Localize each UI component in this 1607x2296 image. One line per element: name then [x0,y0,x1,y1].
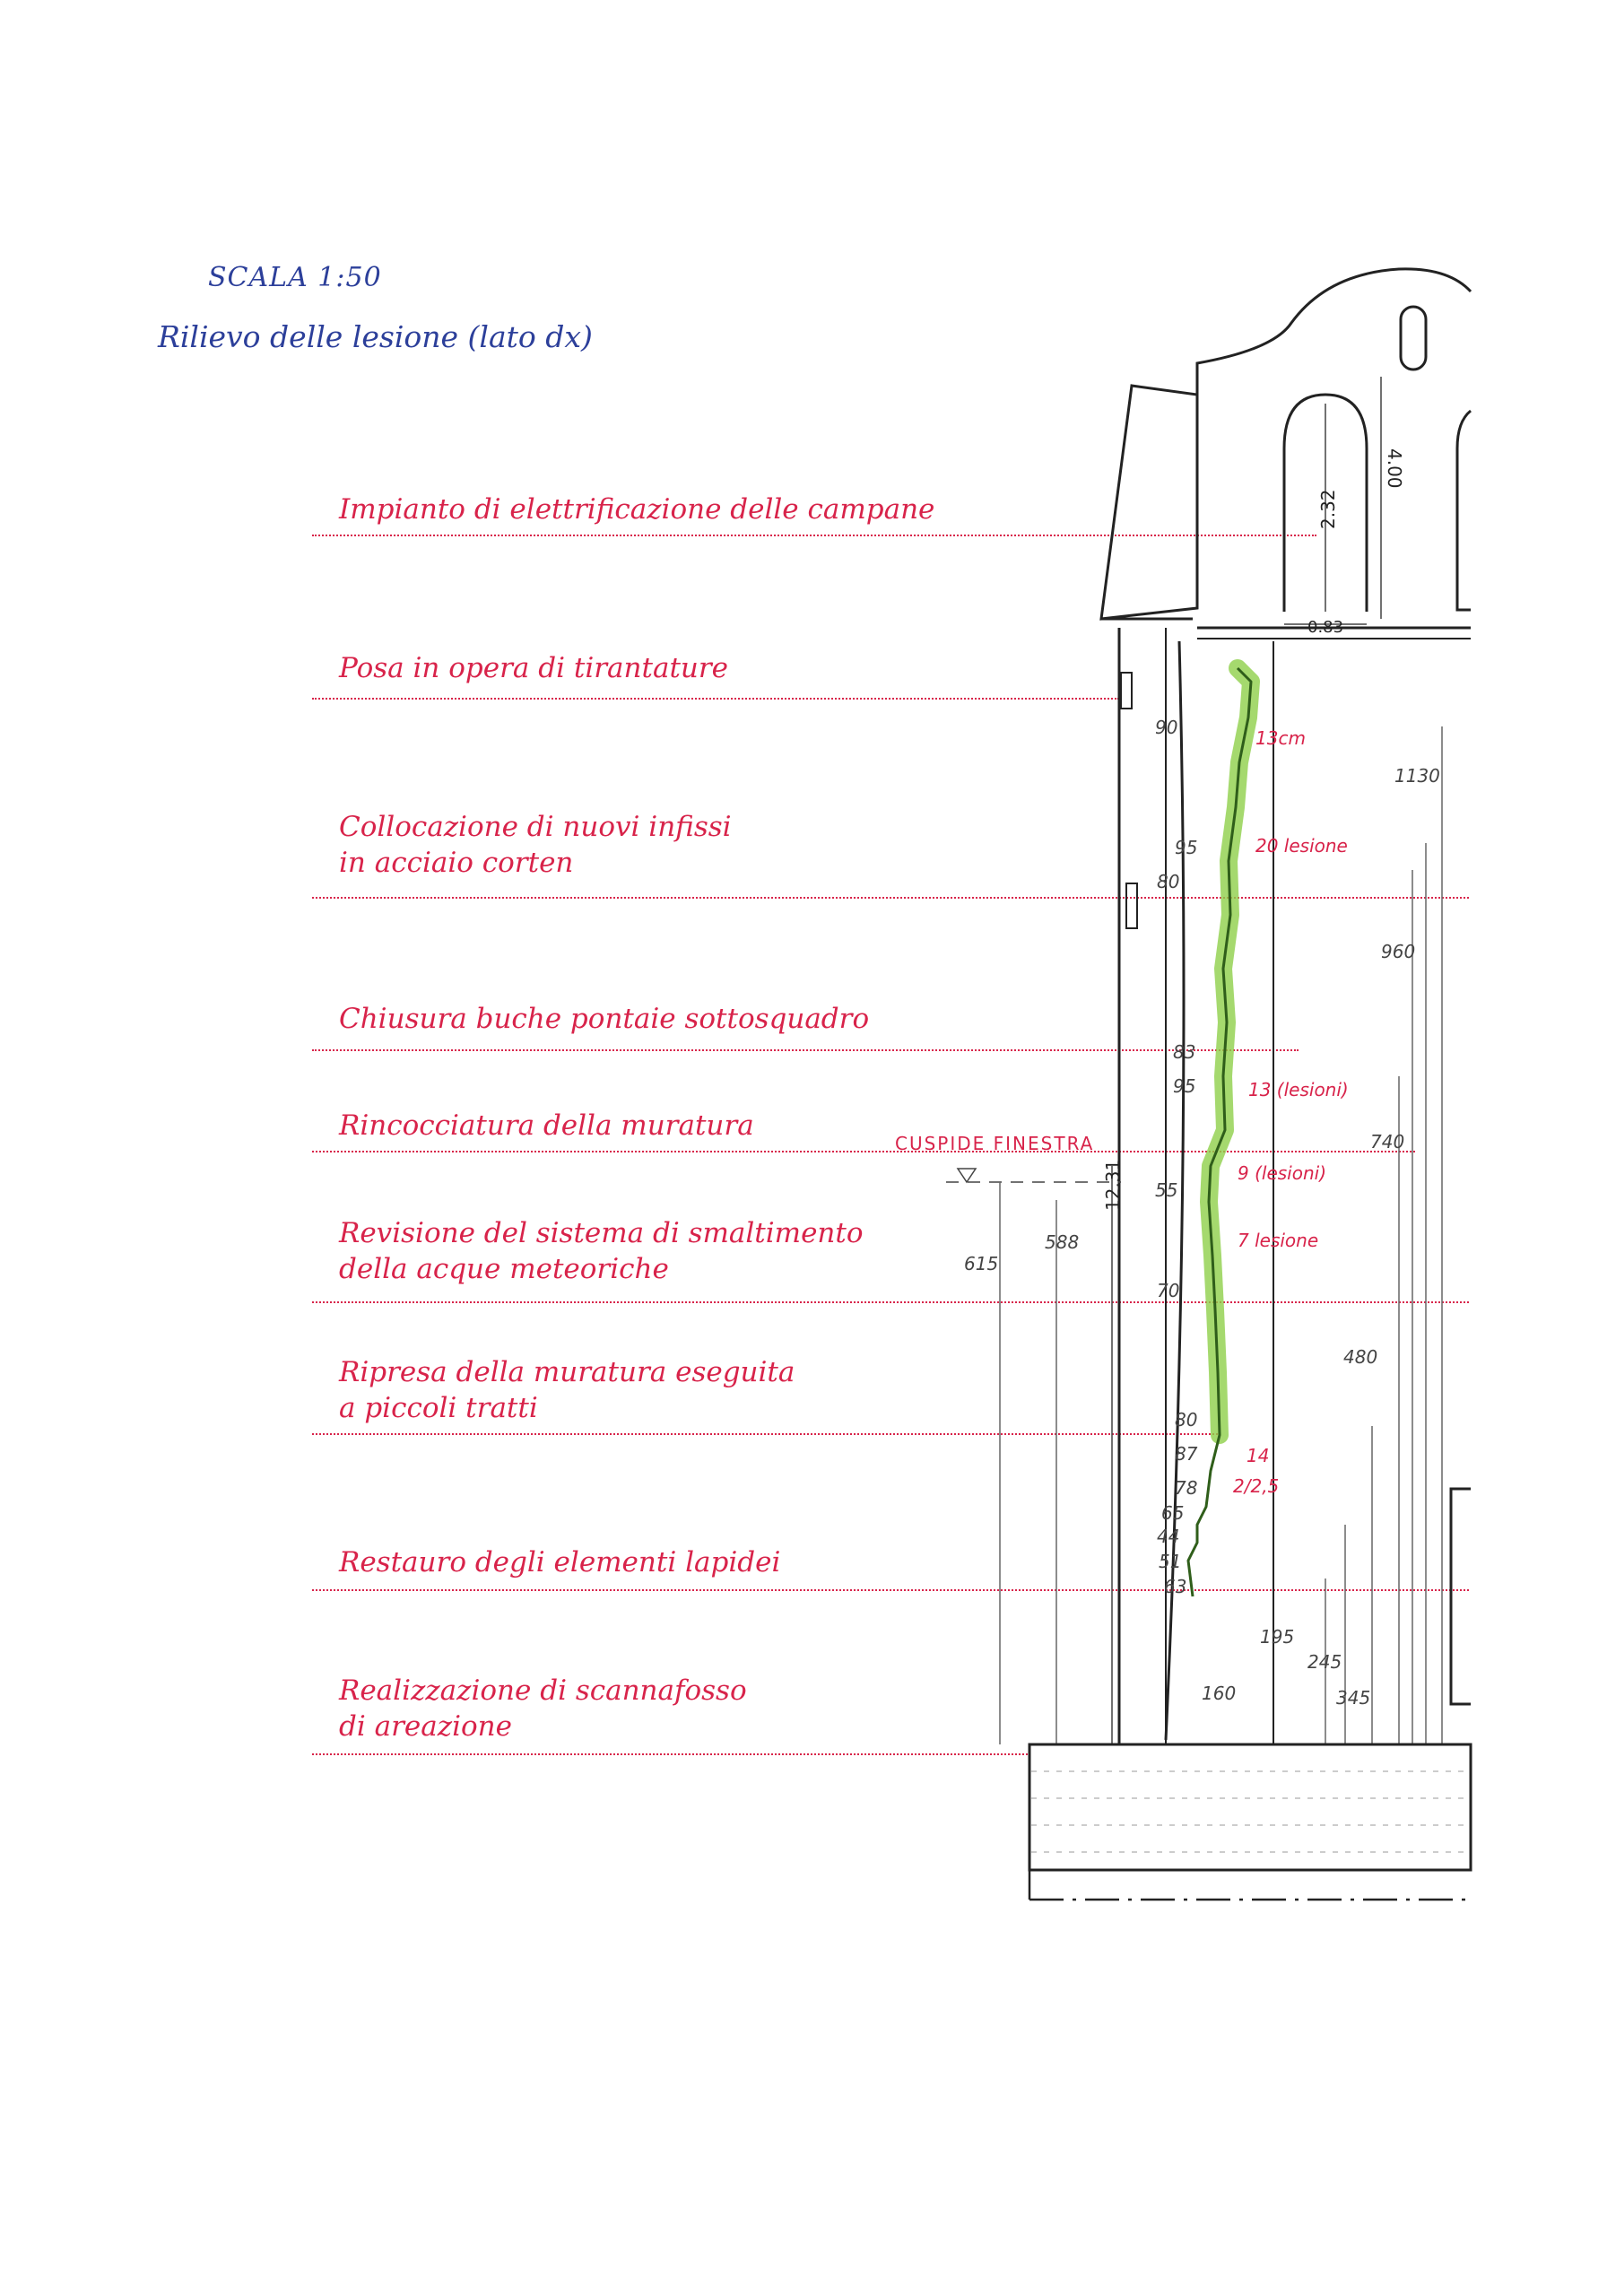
wall-bracket-upper [1121,673,1132,709]
lesion-note: 13cm [1255,727,1306,749]
height-dim-label: 480 [1343,1346,1378,1368]
crack-width-label: 90 [1155,717,1178,738]
intervention-text: a piccoli tratti [339,1392,538,1424]
intervention-text: della acque meteoriche [339,1253,669,1285]
scale-label: SCALA 1:50 [208,262,382,293]
crack-width-label: 95 [1173,1075,1196,1097]
survey-subtitle: Rilievo delle lesione (lato dx) [158,319,593,354]
lesion-note: 13 (lesioni) [1248,1079,1349,1100]
intervention-text: Collocazione di nuovi infissi [339,811,732,843]
wall-bracket-lower [1126,883,1137,928]
crack-width-label: 95 [1175,837,1198,858]
right-arch-fragment [1457,411,1471,610]
crack-width-label: 80 [1175,1409,1198,1431]
top-slit-window [1401,307,1426,370]
intervention-text: Rincocciatura della muratura [339,1109,754,1142]
crack-width-label: 44 [1157,1526,1180,1547]
height-dim-label: 195 [1260,1626,1295,1648]
height-dim-label: 345 [1336,1687,1371,1709]
roof-outline [1101,386,1197,619]
intervention-text: Ripresa della muratura eseguita [339,1356,795,1388]
foundation-block [1029,1744,1471,1870]
height-dim-label: 960 [1381,941,1416,962]
lesion-note: 7 lesione [1238,1230,1319,1251]
dim-label-cell-height: 4.00 [1384,448,1405,489]
cuspide-label: CUSPIDE FINESTRA [895,1133,1095,1154]
intervention-text: Impianto di elettrificazione delle campane [339,493,935,526]
crack-width-label: 80 [1157,871,1180,892]
height-dim-label: 245 [1307,1651,1342,1673]
crack-width-label: 83 [1173,1041,1196,1063]
intervention-text: in acciaio corten [339,847,574,879]
crack-width-label: 63 [1164,1576,1187,1597]
height-dim-label: 160 [1202,1683,1237,1704]
dim-label-arch-height: 2.32 [1317,489,1339,529]
dim-label-tower-height: 12.31 [1102,1159,1124,1211]
intervention-text: di areazione [339,1710,512,1743]
intervention-text: Restauro degli elementi lapidei [339,1546,781,1578]
crack-width-label: 70 [1157,1280,1180,1301]
crack-width-label: 65 [1161,1502,1185,1524]
dim-label-arch-width: 0.83 [1307,618,1344,637]
bell-cell-gable [1197,269,1471,395]
lesion-note: 2/2,5 [1233,1475,1280,1497]
lesion-note: 20 lesione [1255,835,1348,857]
intervention-text: Posa in opera di tirantature [339,652,729,684]
height-dim-label: 615 [964,1253,999,1274]
lower-window-frame [1451,1489,1471,1704]
intervention-text: Realizzazione di scannafosso [339,1674,747,1707]
crack-width-label: 87 [1175,1443,1198,1465]
crack-width-label: 55 [1155,1179,1178,1201]
lesion-note: 14 [1247,1445,1270,1466]
intervention-text: Chiusura buche pontaie sottosquadro [339,1003,870,1035]
crack-width-label: 51 [1159,1551,1182,1572]
cuspide-marker [958,1169,976,1182]
height-dim-label: 588 [1045,1231,1080,1253]
intervention-text: Revisione del sistema di smaltimento [339,1217,864,1249]
crack-width-label: 78 [1175,1477,1198,1499]
height-dim-label: 740 [1370,1131,1405,1152]
height-dim-label: 1130 [1394,765,1440,787]
lesion-note: 9 (lesioni) [1238,1162,1326,1184]
